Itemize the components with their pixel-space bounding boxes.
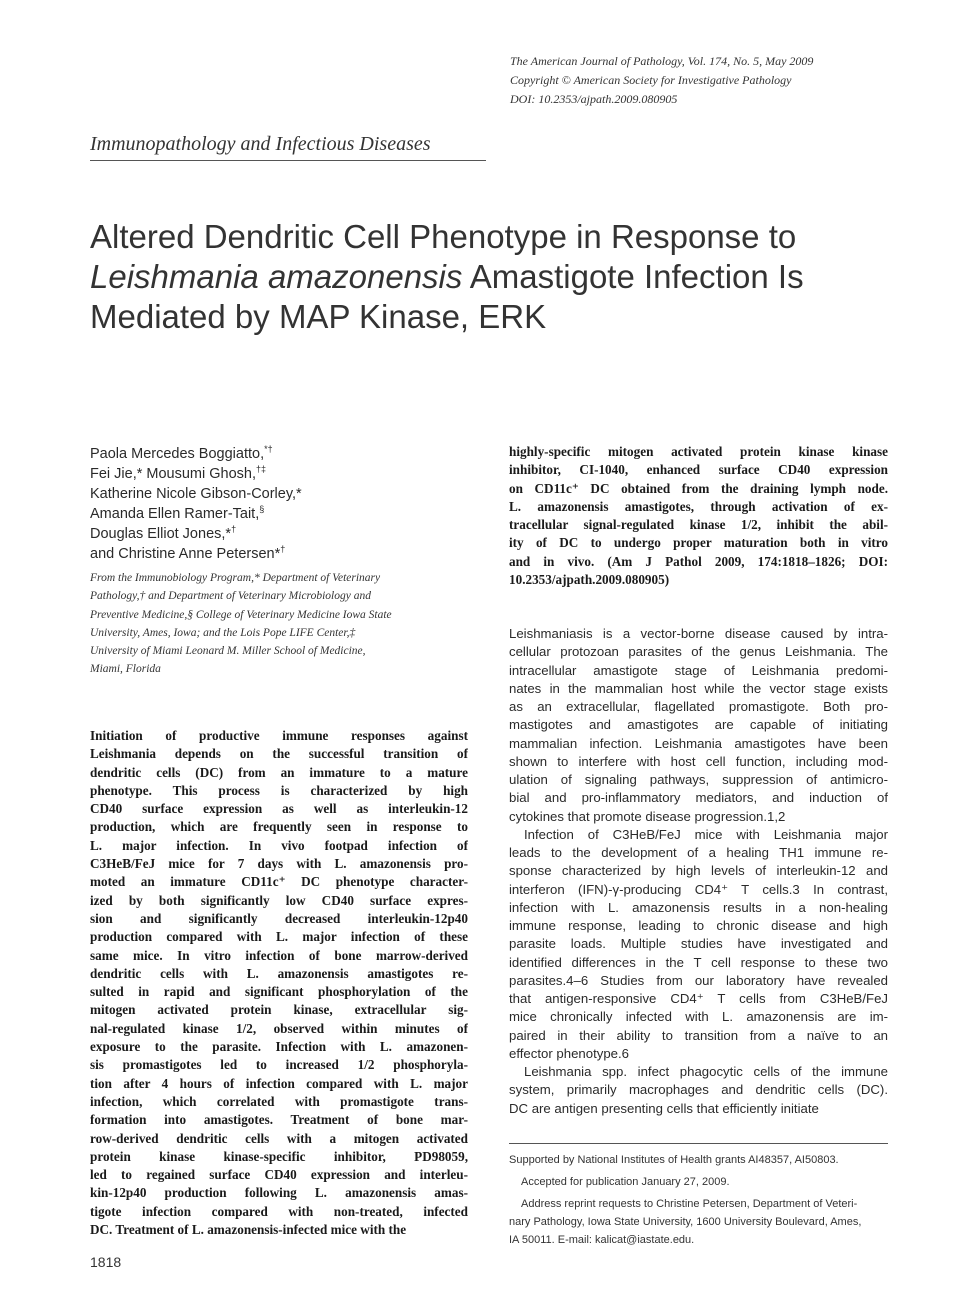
- abstract-line: nal-regulated kinase 1/2, observed within minutes of: [90, 1020, 468, 1036]
- page-number: 1818: [90, 1254, 122, 1270]
- abstract-right-column: [509, 443, 888, 589]
- accepted-footnote: Accepted for publication January 27, 2009.: [521, 1176, 730, 1188]
- body-line: that antigen-responsive CD4⁺ T cells from C3HeB/FeJ: [509, 991, 888, 1006]
- abstract-line: highly-specific mitogen activated protein kinase kinase: [509, 444, 888, 459]
- body-line: sponse characterized by high levels of interleukin-12 and: [509, 863, 888, 879]
- abstract-line: tion after 4 hours of infection compared with L. major: [90, 1075, 468, 1091]
- abstract-line: on CD11c⁺ DC obtained from the draining lymph node.: [509, 480, 888, 496]
- abstract-line: 10.2353/ajpath.2009.080905): [509, 572, 670, 588]
- abstract-line: and in vivo. (Am J Pathol 2009, 174:1818–1826; DOI:: [509, 553, 888, 569]
- footnote-rule: [509, 1143, 888, 1144]
- abstract-line: ized by both significantly low CD40 surface expres-: [90, 892, 468, 908]
- body-line: effector phenotype.6: [509, 1045, 630, 1061]
- section-heading: Immunopathology and Infectious Diseases: [90, 133, 431, 155]
- introduction-text: [509, 625, 888, 1118]
- author-line: [90, 504, 490, 524]
- journal-header: [510, 52, 930, 109]
- body-line: intracellular amastigote stage of Leishmania predomi-: [509, 662, 888, 678]
- author-line: [90, 444, 490, 464]
- body-line: as an extracellular, flagellated promastigote. Both pro-: [509, 699, 888, 714]
- author-affiliation-marker: §: [259, 504, 265, 515]
- title-line-2: Leishmania amazonensis Amastigote Infection Is: [90, 258, 804, 295]
- abstract-line: ity of DC to undergo proper maturation both in vitro: [509, 535, 888, 551]
- body-line: mammalian infection. Leishmania amastigotes have been: [509, 735, 888, 751]
- abstract-line: exposure to the parasite. Infection with L. amazonen-: [90, 1039, 468, 1055]
- affiliation-line: Miami, Florida: [90, 663, 161, 676]
- affiliation-line: From the Immunobiology Program,* Department of Veterinary: [90, 572, 381, 584]
- abstract-line: mitogen activated protein kinase, extracellular sig-: [90, 1002, 468, 1018]
- abstract-line: tigote infection compared with non-treated, infected: [90, 1203, 468, 1219]
- title-species: Leishmania amazonensis: [90, 258, 463, 295]
- abstract-line: sion and significantly decreased interleukin-12p40: [90, 910, 468, 926]
- body-line: cytokines that promote disease progression.1,2: [509, 808, 786, 824]
- abstract-line: L. amazonensis amastigotes, through activation of ex-: [509, 498, 888, 514]
- affiliation-line: Pathology,† and Department of Veterinary Microbiology and: [90, 590, 371, 603]
- reprint-footnote-line-3: IA 50011. E-mail: kalicat@iastate.edu.: [509, 1234, 695, 1246]
- author-name: Douglas Elliot Jones,*: [90, 526, 232, 542]
- affiliation-line: University, Ames, Iowa; and the Lois Pope LIFE Center,‡: [90, 626, 356, 639]
- body-line: leads to the development of a healing TH1 immune re-: [509, 845, 888, 860]
- abstract-left-column: [90, 727, 468, 1239]
- abstract-line: tracellular signal-regulated kinase 1/2, inhibit the abil-: [509, 517, 888, 533]
- author-name: Amanda Ellen Ramer-Tait,: [90, 506, 260, 522]
- paper-title: [90, 217, 910, 337]
- body-line: mastigotes and amastigotes are capable of initiating: [509, 717, 888, 733]
- body-line: parasites.4–6 Studies from our laboratory have revealed: [509, 972, 888, 988]
- title-line-3: Mediated by MAP Kinase, ERK: [90, 298, 547, 335]
- body-line: cellular protozoan parasites of the genus Leishmania. The: [509, 644, 888, 660]
- author-affiliation-marker: †: [231, 524, 237, 535]
- abstract-line: L. major infection. In vivo footpad infection of: [90, 837, 468, 853]
- body-line: ulation of signaling pathways, suppression of antimicro-: [509, 772, 888, 787]
- body-line: Leishmania spp. infect phagocytic cells of the immune: [524, 1064, 888, 1079]
- body-line: system, primarily macrophages and dendritic cells (DC).: [509, 1082, 888, 1098]
- body-line: DC are antigen presenting cells that efficiently initiate: [509, 1100, 819, 1116]
- abstract-line: row-derived dendritic cells with a mitogen activated: [90, 1130, 468, 1146]
- abstract-line: inhibitor, CI-1040, enhanced surface CD40 expression: [509, 462, 888, 478]
- body-line: interferon (IFN)-γ-producing CD4⁺ T cells.3 In contrast,: [509, 881, 888, 897]
- abstract-line: dendritic cells (DC) from an immature to a mature: [90, 764, 468, 780]
- abstract-line: production compared with L. major infection of these: [90, 929, 468, 945]
- journal-doi: DOI: 10.2353/ajpath.2009.080905: [510, 92, 678, 106]
- abstract-line: CD40 surface expression as well as interleukin-12: [90, 801, 468, 817]
- abstract-line: same mice. In vitro infection of bone marrow-derived: [90, 947, 468, 963]
- body-line: mice chronically infected with L. amazonensis are im-: [509, 1009, 888, 1025]
- author-name: Fei Jie,* Mousumi Ghosh,: [90, 466, 257, 482]
- abstract-line: Leishmania depends on the successful transition of: [90, 746, 468, 762]
- abstract-line: production, which are frequently seen in response to: [90, 819, 468, 835]
- journal-copyright: Copyright © American Society for Investigative Pathology: [510, 73, 792, 87]
- author-line: [90, 544, 490, 564]
- body-line: Infection of C3HeB/FeJ mice with Leishmania major: [524, 826, 888, 842]
- author-name: Katherine Nicole Gibson-Corley,*: [90, 486, 302, 502]
- abstract-line: DC. Treatment of L. amazonensis-infected mice with the: [90, 1222, 407, 1238]
- affiliation-line: University of Miami Leonard M. Miller School of Medicine,: [90, 645, 366, 658]
- reprint-footnote-line-1: Address reprint requests to Christine Petersen, Department of Veteri-: [521, 1198, 858, 1210]
- author-affiliation-marker: *†: [264, 444, 273, 455]
- author-name: Paola Mercedes Boggiatto,: [90, 446, 265, 462]
- abstract-line: kin-12p40 production following L. amazonensis amas-: [90, 1185, 468, 1201]
- abstract-line: infection, which correlated with promastigote trans-: [90, 1093, 468, 1109]
- reprint-footnote-line-2: nary Pathology, Iowa State University, 1600 University Boulevard, Ames,: [509, 1216, 862, 1228]
- author-name: and Christine Anne Petersen*: [90, 546, 281, 562]
- abstract-line: led to regained surface CD40 expression and interleu-: [90, 1167, 468, 1183]
- footnotes: [509, 1151, 888, 1249]
- abstract-line: sis promastigotes led to increased 1/2 phosphoryla-: [90, 1057, 468, 1073]
- author-affiliation-marker: †‡: [256, 464, 267, 475]
- body-line: bial and pro-inflammatory mediators, and induction of: [509, 790, 888, 806]
- author-line: [90, 524, 490, 544]
- author-affiliation-marker: †: [280, 544, 286, 555]
- affiliations: [90, 569, 465, 679]
- abstract-line: protein kinase kinase-specific inhibitor, PD98059,: [90, 1148, 468, 1164]
- title-line-1: Altered Dendritic Cell Phenotype in Response to: [90, 218, 797, 255]
- body-line: shown to interfere with host cell function, including mod-: [509, 753, 888, 769]
- abstract-line: formation into amastigotes. Treatment of bone mar-: [90, 1112, 468, 1128]
- body-line: infection with L. amazonensis results in a non-healing: [509, 899, 888, 915]
- body-line: Leishmaniasis is a vector-borne disease caused by intra-: [509, 626, 888, 641]
- author-list: [90, 444, 490, 564]
- author-line: [90, 484, 490, 504]
- affiliation-line: Preventive Medicine,§ College of Veterinary Medicine Iowa State: [90, 608, 392, 621]
- abstract-line: sulted in rapid and significant phosphorylation of the: [90, 984, 468, 1000]
- funding-footnote: Supported by National Institutes of Health grants AI48357, AI50803.: [509, 1154, 839, 1166]
- body-line: immune response, leading to chronic disease and high: [509, 918, 888, 933]
- abstract-line: Initiation of productive immune responses against: [90, 728, 468, 743]
- author-line: [90, 464, 490, 484]
- journal-citation: The American Journal of Pathology, Vol. 174, No. 5, May 2009: [510, 54, 814, 68]
- section-rule: [90, 160, 486, 161]
- abstract-line: phenotype. This process is characterized by high: [90, 782, 468, 798]
- abstract-line: dendritic cells with L. amazonensis amastigotes re-: [90, 965, 468, 981]
- body-line: paired in their ability to transition from a naïve to an: [509, 1027, 888, 1043]
- abstract-line: C3HeB/FeJ mice for 7 days with L. amazonensis pro-: [90, 856, 468, 872]
- body-line: identified differences in the T cell response to these two: [509, 954, 888, 970]
- abstract-line: moted an immature CD11c⁺ DC phenotype character-: [90, 874, 468, 890]
- body-line: nates in the mammalian host while the vector stage exists: [509, 680, 888, 696]
- body-line: parasite loads. Multiple studies have investigated and: [509, 936, 888, 952]
